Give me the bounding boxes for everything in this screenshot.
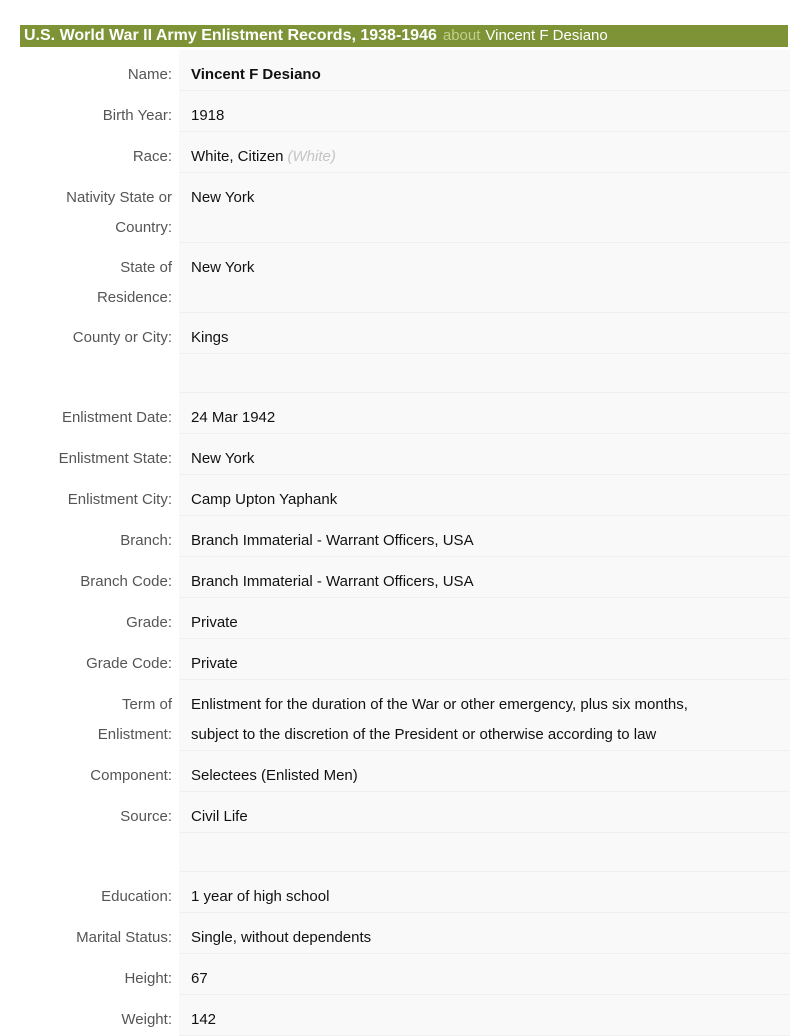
collection-title: U.S. World War II Army Enlistment Records, 1938-1946 [24,27,437,44]
race-value: White, Citizen [191,148,284,165]
record-header [20,25,788,47]
section-spacer [179,354,790,393]
weight-label: Weight: [20,995,179,1036]
section-spacer [20,354,179,392]
marital-status-value: Single, without dependents [179,913,790,954]
term-label-line1: Term of [121,696,172,713]
residence-label-line1: State of [120,259,172,276]
enlistment-state-value: New York [179,434,790,475]
nativity-label-line2: Country: [115,219,172,236]
nativity-value: New York [179,173,790,243]
record-table [20,50,790,1036]
term-value [179,680,790,751]
residence-label-line2: Residence: [96,289,172,306]
nativity-label-line1: Nativity State or [66,189,172,206]
source-value: Civil Life [179,792,790,833]
weight-value: 142 [179,995,790,1036]
term-label-line2: Enlistment: [97,726,172,743]
source-label: Source: [20,792,179,833]
section-spacer [20,833,179,871]
grade-code-value: Private [179,639,790,680]
height-value: 67 [179,954,790,995]
branch-label: Branch: [20,516,179,557]
birth-year-value: 1918 [179,91,790,132]
branch-code-label: Branch Code: [20,557,179,598]
race-note: (White) [287,148,336,165]
birth-year-label: Birth Year: [20,91,179,132]
residence-label [20,243,179,313]
about-text: about [442,27,481,44]
component-value: Selectees (Enlisted Men) [179,751,790,792]
enlistment-date-value: 24 Mar 1942 [179,393,790,434]
term-label [20,680,179,751]
education-value: 1 year of high school [179,872,790,913]
enlistment-city-label: Enlistment City: [20,475,179,516]
race-label: Race: [20,132,179,173]
race-cell [179,132,790,173]
name-value: Vincent F Desiano [179,50,790,91]
residence-value: New York [179,243,790,313]
name-label: Name: [20,50,179,91]
marital-status-label: Marital Status: [20,913,179,954]
education-label: Education: [20,872,179,913]
grade-code-label: Grade Code: [20,639,179,680]
enlistment-state-label: Enlistment State: [20,434,179,475]
grade-label: Grade: [20,598,179,639]
section-spacer [179,833,790,872]
nativity-label [20,173,179,243]
branch-value: Branch Immaterial - Warrant Officers, USA [179,516,790,557]
component-label: Component: [20,751,179,792]
enlistment-date-label: Enlistment Date: [20,393,179,434]
person-name-header: Vincent F Desiano [485,27,608,44]
term-value-line1: Enlistment for the duration of the War or other emergency, plus six months, [191,696,688,713]
branch-code-value: Branch Immaterial - Warrant Officers, USA [179,557,790,598]
enlistment-city-value: Camp Upton Yaphank [179,475,790,516]
term-value-line2: subject to the discretion of the President or otherwise according to law [191,726,657,743]
county-value: Kings [179,313,790,354]
grade-value: Private [179,598,790,639]
height-label: Height: [20,954,179,995]
county-label: County or City: [20,313,179,354]
